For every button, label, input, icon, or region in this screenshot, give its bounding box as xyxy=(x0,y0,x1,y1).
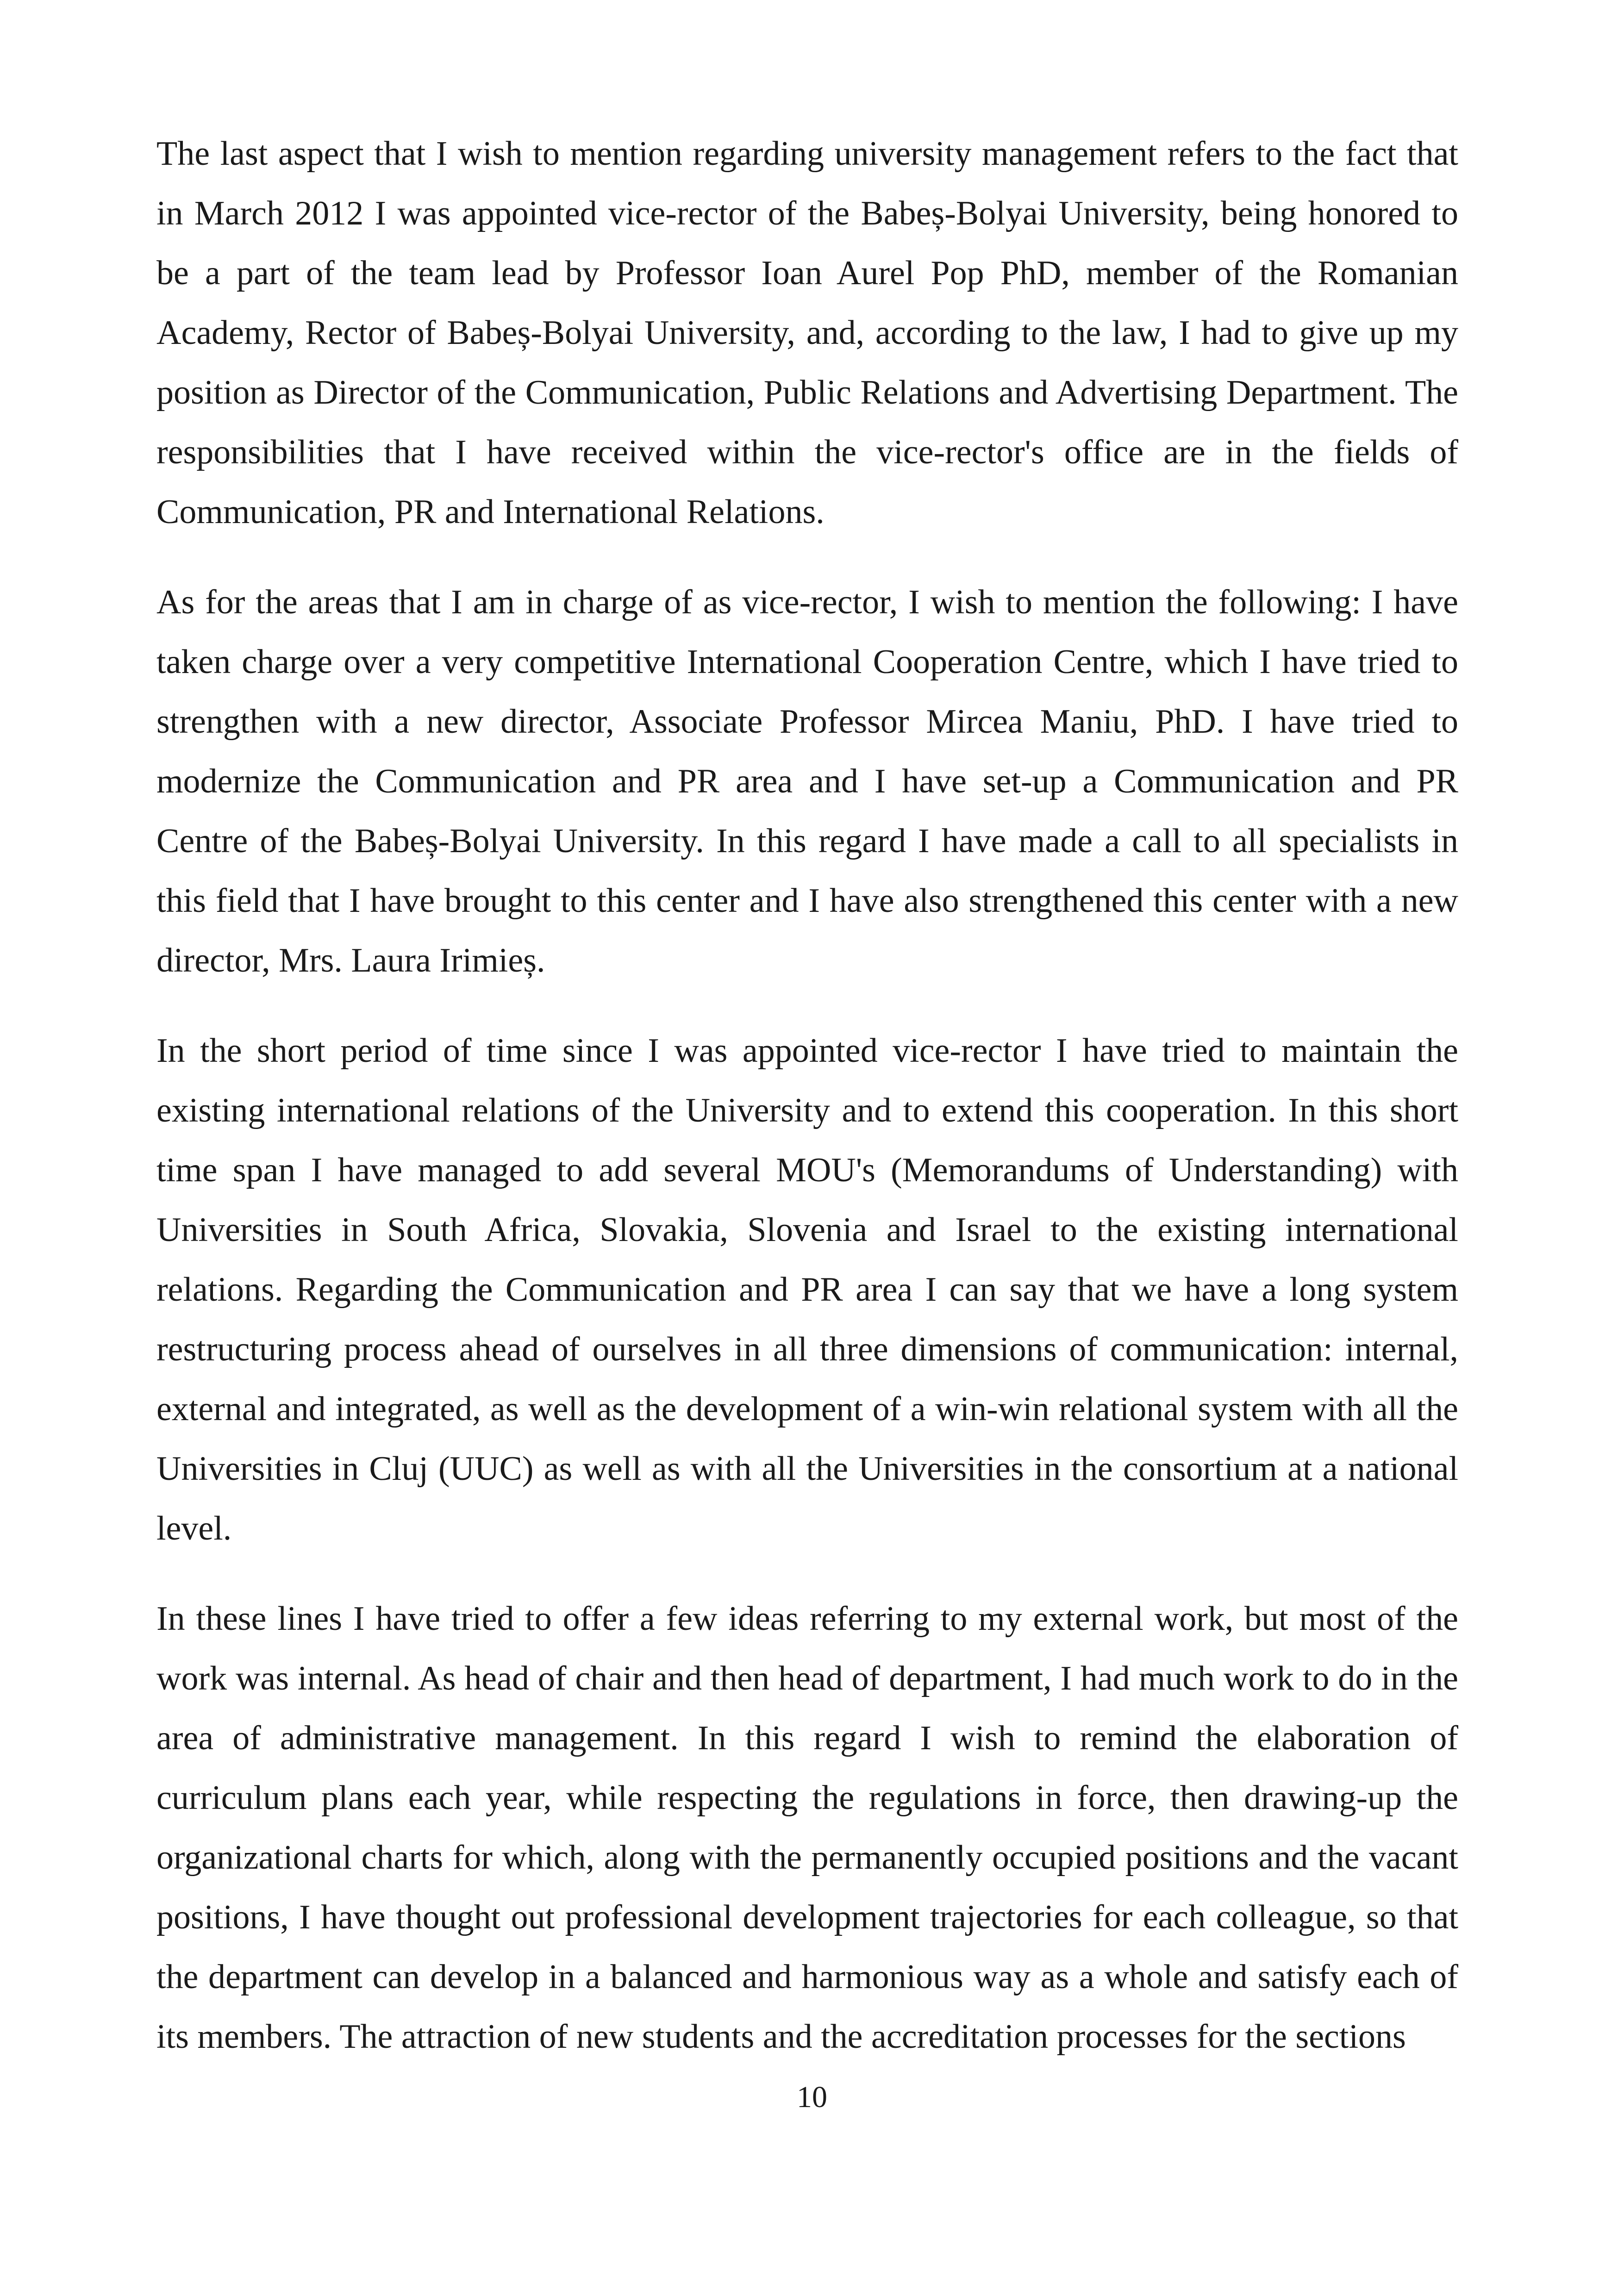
paragraph-international-relations: In the short period of time since I was appointed vice-rector I have tried to maintain the existing international relations of the University and to extend this cooperation. In this short time span I have managed to add several MOU's (Memorandums of Understanding) with Universities in South Africa, Slovakia, Slovenia and Israel to the existing international relations. Regarding the Communication and PR area I can say that we have a long system restructuring process ahead of ourselves in all three dimensions of communication: internal, external and integrated, as well as the development of a win-win relational system with all the Universities in Cluj (UUC) as well as with all the Universities in the consortium at a national level. xyxy=(156,1032,1458,1547)
paragraph-vice-rector-appointment: The last aspect that I wish to mention regarding university management refers to the fact that in March 2012 I was appointed vice-rector of the Babeș-Bolyai University, being honored to be a part of the team lead by Professor Ioan Aurel Pop PhD, member of the Romanian Academy, Rector of Babeș-Bolyai University, and, according to the law, I had to give up my position as Director of the Communication, Public Relations and Advertising Department. The responsibilities that I have received within the vice-rector's office are in the fields of Communication, PR and International Relations. xyxy=(156,135,1458,531)
page-number: 10 xyxy=(797,2080,827,2114)
document-body xyxy=(156,124,1458,2097)
paragraph-internal-work: In these lines I have tried to offer a few ideas referring to my external work, but most of the work was internal. As head of chair and then head of department, I had much work to do in the area of administrative management. In this regard I wish to remind the elaboration of curriculum plans each year, while respecting the regulations in force, then drawing-up the organizational charts for which, along with the permanently occupied positions and the vacant positions, I have thought out professional development trajectories for each colleague, so that the department can develop in a balanced and harmonious way as a whole and satisfy each of its members. The attraction of new students and the accreditation processes for the sections xyxy=(156,1600,1458,2056)
paragraph-areas-in-charge: As for the areas that I am in charge of as vice-rector, I wish to mention the following: I have taken charge over a very competitive International Cooperation Centre, which I have tried to strengthen with a new director, Associate Professor Mircea Maniu, PhD. I have tried to modernize the Communication and PR area and I have set-up a Communication and PR Centre of the Babeș-Bolyai University. In this regard I have made a call to all specialists in this field that I have brought to this center and I have also strengthened this center with a new director, Mrs. Laura Irimieș. xyxy=(156,583,1458,979)
